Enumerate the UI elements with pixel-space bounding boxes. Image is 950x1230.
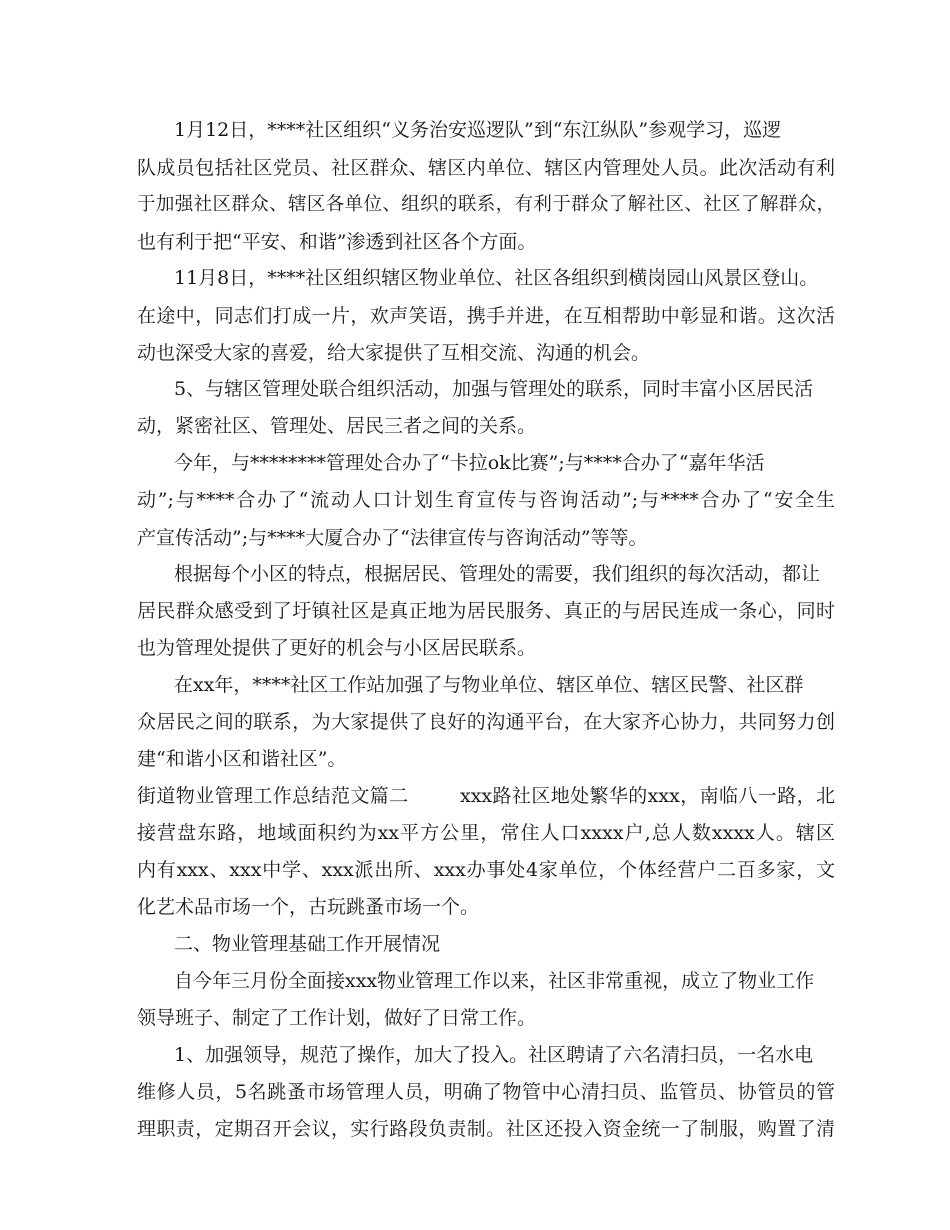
text-line: 在xx年，****社区工作站加强了与物业单位、辖区单位、辖区民警、社区群 <box>174 674 804 696</box>
text-line: 1、加强领导，规范了操作，加大了投入。社区聘请了六名清扫员，一名水电 <box>174 1044 814 1066</box>
text-line: 也有利于把“平安、和谐”渗透到社区各个方面。 <box>137 231 537 253</box>
text-line: 于加强社区群众、辖区各单位、组织的联系，有利于群众了解社区、社区了解群众， <box>137 194 835 215</box>
text-line: 化艺术品市场一个，古玩跳蚤市场一个。 <box>137 896 480 918</box>
text-line: 动，紧密社区、管理处、居民三者之间的关系。 <box>137 415 537 437</box>
section-heading: 二、物业管理基础工作开展情况 <box>174 933 441 955</box>
text-line: 也为管理处提供了更好的机会与小区居民联系。 <box>137 637 537 659</box>
text-line: 根据每个小区的特点，根据居民、管理处的需要，我们组织的每次活动，都让 <box>174 563 821 585</box>
text-line: 动也深受大家的喜爱，给大家提供了互相交流、沟通的机会。 <box>137 342 651 364</box>
text-line: 队成员包括社区党员、社区群众、辖区内单位、辖区内管理处人员。此次活动有利 <box>137 157 835 179</box>
text-line: 1月12日，****社区组织“义务治安巡逻队”到“东江纵队”参观学习，巡逻 <box>174 119 782 141</box>
text-line: 众居民之间的联系，为大家提供了良好的沟通平台，在大家齐心协力，共同努力创 <box>137 711 835 733</box>
text-line: 11月8日，****社区组织辖区物业单位、社区各组织到横岗园山风景区登山。 <box>174 267 819 289</box>
text-line: 今年，与********管理处合办了“卡拉ok比赛”;与****合办了“嘉年华活 <box>174 452 765 474</box>
text-line: 动”;与****合办了“流动人口计划生育宣传与咨询活动”;与****合办了“安全生 <box>137 489 835 511</box>
text-line: 居民群众感受到了圩镇社区是真正地为居民服务、真正的与居民连成一条心，同时 <box>137 600 835 622</box>
text-line: 建“和谐小区和谐社区”。 <box>137 748 347 770</box>
text-line: 产宣传活动”;与****大厦合办了“法律宣传与咨询活动”等等。 <box>137 527 648 549</box>
text-line: 自今年三月份全面接xxx物业管理工作以来，社区非常重视，成立了物业工作 <box>174 970 815 992</box>
text-line: 内有xxx、xxx中学、xxx派出所、xxx办事处4家单位，个体经营户二百多家，文 <box>137 859 835 881</box>
text-line: 街道物业管理工作总结范文篇二 xxx路社区地处繁华的xxx，南临八一路，北 <box>137 785 835 807</box>
text-line: 理职责，定期召开会议，实行路段负责制。社区还投入资金统一了制服，购置了清 <box>137 1118 835 1140</box>
text-line: 在途中，同志们打成一片，欢声笑语，携手并进，在互相帮助中彰显和谐。这次活 <box>137 305 835 327</box>
text-line: 维修人员，5名跳蚤市场管理人员，明确了物管中心清扫员、监管员、协管员的管 <box>137 1081 835 1103</box>
text-line: 接营盘东路，地域面积约为xx平方公里，常住人口xxxx户,总人数xxxx人。辖区 <box>137 822 835 844</box>
text-line: 领导班子、制定了工作计划，做好了日常工作。 <box>137 1007 537 1029</box>
text-line: 5、与辖区管理处联合组织活动，加强与管理处的联系，同时丰富小区居民活 <box>174 378 814 400</box>
